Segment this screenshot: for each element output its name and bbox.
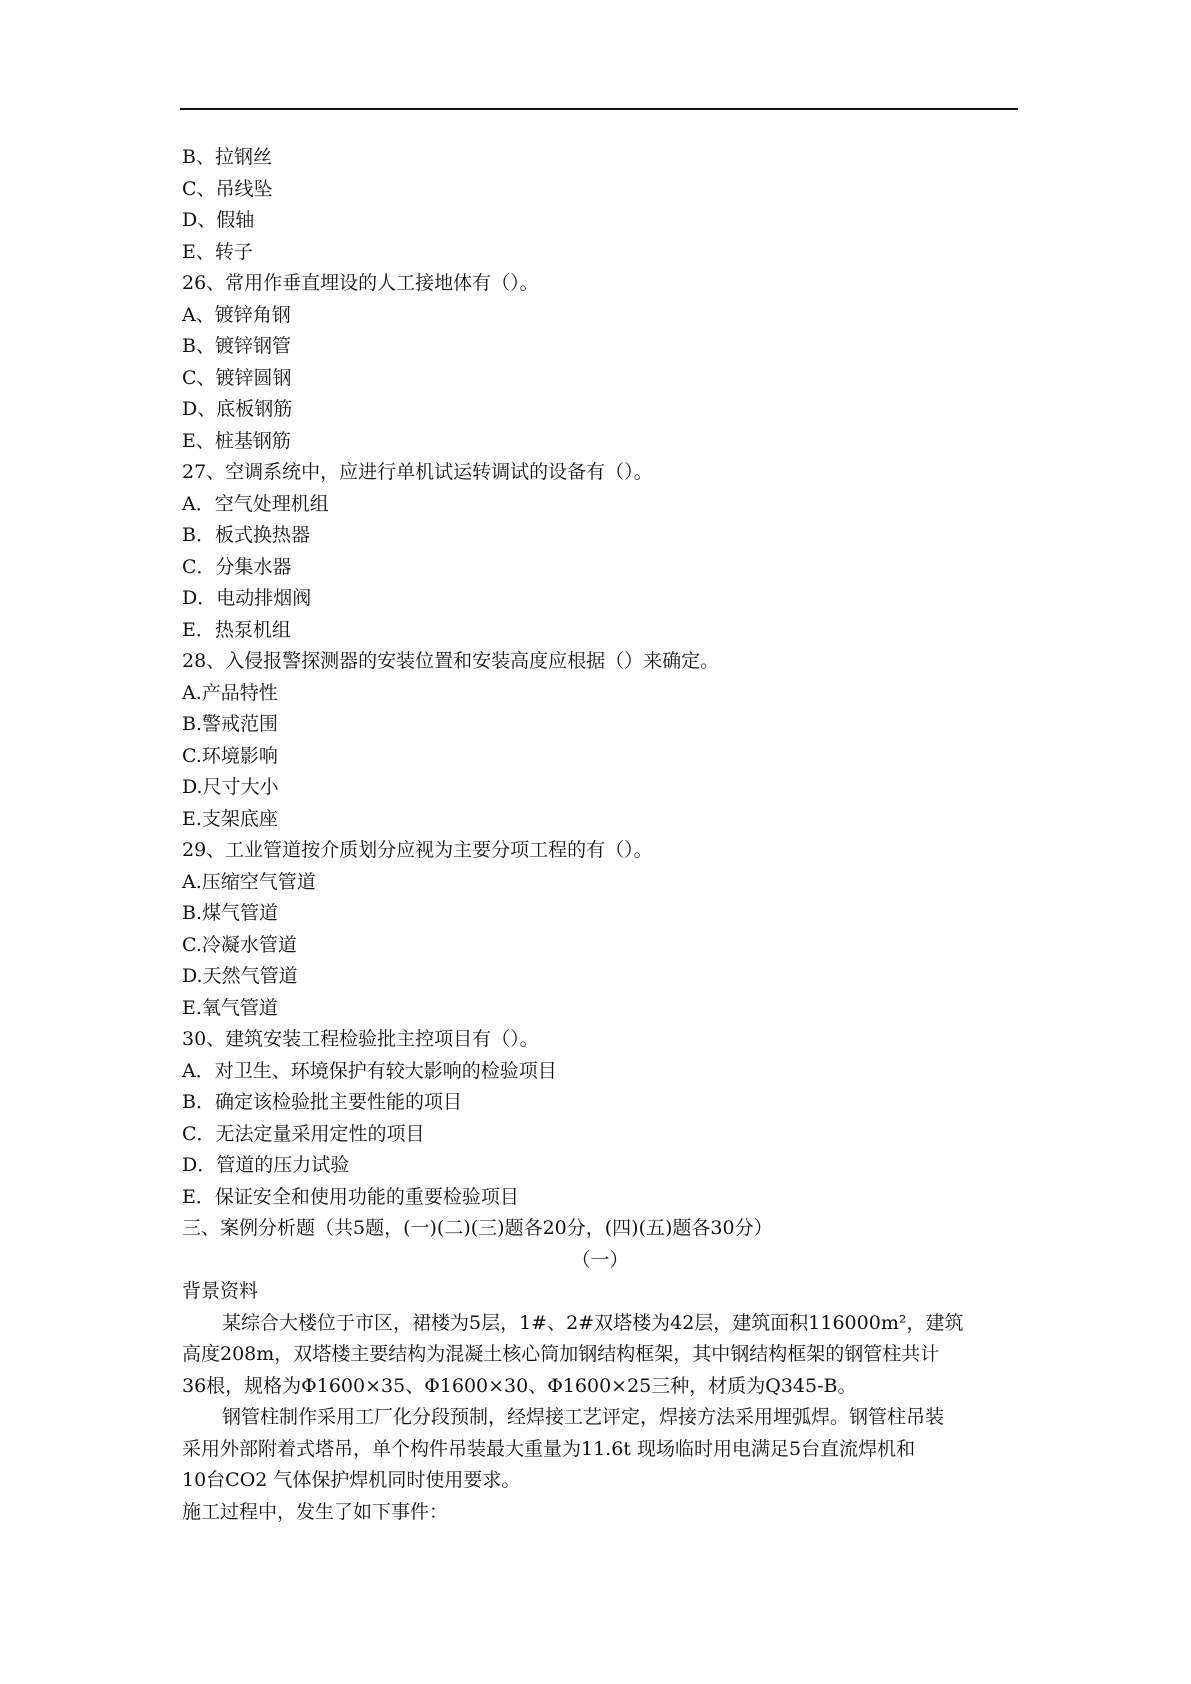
option-d-line: D、假轴 <box>182 209 255 231</box>
q27-option-b: B．板式换热器 <box>182 524 310 546</box>
q30-option-b: B．确定该检验批主要性能的项目 <box>182 1091 462 1113</box>
section-three-heading: 三、案例分析题（共5题，(一)(二)(三)题各20分，(四)(五)题各30分） <box>182 1217 773 1239</box>
q29-option-e: E.氧气管道 <box>182 996 278 1019</box>
question-30: 30、建筑安装工程检验批主控项目有（）。 <box>182 1028 539 1050</box>
option-c-line: C、吊线坠 <box>182 177 273 200</box>
q27-option-e: E．热泵机组 <box>182 618 291 641</box>
option-e-line: E、转子 <box>182 240 253 263</box>
paragraph-1-line: 某综合大楼位于市区，裙楼为5层，1#、2#双塔楼为42层，建筑面积116000m²，建筑 <box>222 1311 964 1334</box>
paragraph-1-line: 高度208m，双塔楼主要结构为混凝土核心筒加钢结构框架，其中钢结构框架的钢管柱共计 <box>182 1343 940 1365</box>
question-29: 29、工业管道按介质划分应视为主要分项工程的有（）。 <box>182 839 653 861</box>
paragraph-2-line: 钢管柱制作采用工厂化分段预制，经焊接工艺评定，焊接方法采用埋弧焊。钢管柱吊装 <box>222 1406 945 1428</box>
q30-option-e: E．保证安全和使用功能的重要检验项目 <box>182 1185 519 1208</box>
q26-option-e: E、桩基钢筋 <box>182 429 291 452</box>
q26-option-c: C、镀锌圆钢 <box>182 366 292 389</box>
background-heading: 背景资料 <box>182 1280 259 1302</box>
q29-option-b: B.煤气管道 <box>182 902 279 924</box>
question-27: 27、空调系统中，应进行单机试运转调试的设备有（）。 <box>182 461 653 483</box>
q30-option-c: C．无法定量采用定性的项目 <box>182 1122 425 1145</box>
header-rule <box>180 108 1018 110</box>
q27-option-c: C．分集水器 <box>182 555 292 578</box>
q28-option-c: C.环境影响 <box>182 744 278 767</box>
question-26: 26、常用作垂直埋设的人工接地体有（）。 <box>182 272 539 294</box>
q30-option-d: D．管道的压力试验 <box>182 1154 350 1176</box>
document-body <box>182 142 1018 1528</box>
q29-option-c: C.冷凝水管道 <box>182 933 297 956</box>
q26-option-b: B、镀锌钢管 <box>182 335 291 357</box>
background-paragraph-1 <box>182 1308 1018 1403</box>
q28-option-d: D.尺寸大小 <box>182 776 279 798</box>
q28-option-b: B.警戒范围 <box>182 713 279 735</box>
q30-option-a: A．对卫生、环境保护有较大影响的检验项目 <box>182 1059 557 1082</box>
q26-option-a: A、镀锌角钢 <box>182 303 291 326</box>
q29-option-a: A.压缩空气管道 <box>182 870 316 893</box>
background-paragraph-2 <box>182 1402 1018 1497</box>
paragraph-2-line: 采用外部附着式塔吊，单个构件吊装最大重量为11.6t 现场临时用电满足5台直流焊机和 <box>182 1437 916 1460</box>
paragraph-1-line: 36根，规格为Φ1600×35、Φ1600×30、Φ1600×25三种，材质为Q345-B。 <box>182 1374 857 1397</box>
q26-option-d: D、底板钢筋 <box>182 398 293 420</box>
q28-option-e: E.支架底座 <box>182 807 278 830</box>
q27-option-d: D．电动排烟阀 <box>182 587 312 609</box>
option-b-line: B、拉钢丝 <box>182 146 272 168</box>
question-28: 28、入侵报警探测器的安装位置和安装高度应根据（）来确定。 <box>182 650 720 672</box>
q29-option-d: D.天然气管道 <box>182 965 298 987</box>
paragraph-2-line: 10台CO2 气体保护焊机同时使用要求。 <box>182 1469 521 1491</box>
q28-option-a: A.产品特性 <box>182 681 278 704</box>
events-intro: 施工过程中，发生了如下事件： <box>182 1500 449 1523</box>
q27-option-a: A．空气处理机组 <box>182 492 329 515</box>
case-number: （一） <box>571 1248 629 1271</box>
